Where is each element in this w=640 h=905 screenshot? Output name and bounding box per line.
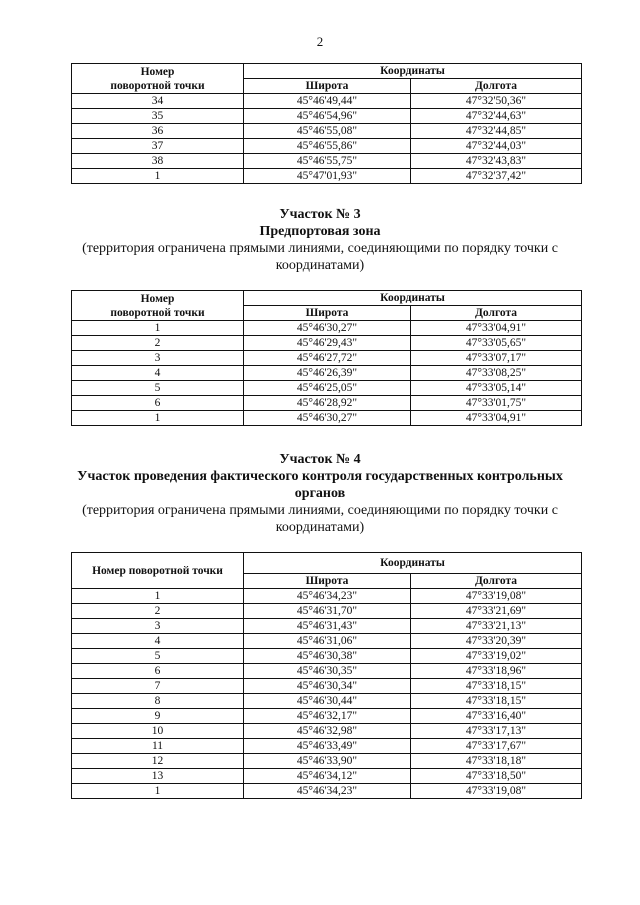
point-number-cell: 1 — [72, 411, 244, 426]
latitude-cell: 45°46'34,12" — [244, 769, 411, 784]
table-row — [72, 784, 582, 799]
section-4-desc-line2: координатами) — [275, 520, 365, 535]
point-number-cell: 5 — [72, 649, 244, 664]
latitude-cell: 45°46'55,08" — [244, 124, 411, 139]
longitude-cell: 47°33'18,18" — [411, 754, 582, 769]
longitude-cell: 47°33'19,08" — [411, 589, 582, 604]
point-number-cell: 9 — [72, 709, 244, 724]
table-row — [72, 124, 582, 139]
longitude-cell: 47°33'18,96" — [411, 664, 582, 679]
coords-table-1 — [71, 63, 582, 184]
point-number-cell: 8 — [72, 694, 244, 709]
table-row — [72, 94, 582, 109]
coords-table-2 — [71, 290, 582, 426]
longitude-cell: 47°32'50,36" — [411, 94, 582, 109]
longitude-cell: 47°33'21,13" — [411, 619, 582, 634]
lon-header: Долгота — [411, 79, 582, 94]
coords-table-2-body — [72, 321, 582, 426]
point-header-line1: Номер — [140, 292, 175, 305]
section-4-subtitle-line2: органов — [294, 486, 346, 501]
point-number-cell: 36 — [72, 124, 244, 139]
table-row — [72, 694, 582, 709]
point-header — [72, 291, 244, 321]
longitude-cell: 47°32'37,42" — [411, 169, 582, 184]
table-row — [72, 351, 582, 366]
point-number-cell: 2 — [72, 604, 244, 619]
longitude-cell: 47°33'04,91" — [411, 321, 582, 336]
latitude-cell: 45°46'30,38" — [244, 649, 411, 664]
point-number-cell: 2 — [72, 336, 244, 351]
latitude-cell: 45°46'49,44" — [244, 94, 411, 109]
table-row — [72, 649, 582, 664]
latitude-cell: 45°46'31,06" — [244, 634, 411, 649]
point-number-cell: 10 — [72, 724, 244, 739]
table-row — [72, 739, 582, 754]
latitude-cell: 45°46'32,98" — [244, 724, 411, 739]
point-header — [72, 64, 244, 94]
latitude-cell: 45°46'33,90" — [244, 754, 411, 769]
point-number-cell: 6 — [72, 396, 244, 411]
longitude-cell: 47°33'17,67" — [411, 739, 582, 754]
longitude-cell: 47°33'18,50" — [411, 769, 582, 784]
point-number-cell: 4 — [72, 366, 244, 381]
longitude-cell: 47°32'44,63" — [411, 109, 582, 124]
latitude-cell: 45°46'32,17" — [244, 709, 411, 724]
point-number-cell: 4 — [72, 634, 244, 649]
section-3-title: Участок № 3 — [279, 207, 361, 222]
point-header-line2: поворотной точки — [110, 306, 205, 319]
table-row — [72, 634, 582, 649]
point-number-cell: 5 — [72, 381, 244, 396]
coords-table-3 — [71, 552, 582, 799]
point-number-cell: 3 — [72, 351, 244, 366]
table-row — [72, 589, 582, 604]
latitude-cell: 45°46'30,27" — [244, 321, 411, 336]
table-row — [72, 604, 582, 619]
latitude-cell: 45°46'29,43" — [244, 336, 411, 351]
table-row — [72, 169, 582, 184]
table-row — [72, 619, 582, 634]
point-number-cell: 13 — [72, 769, 244, 784]
longitude-cell: 47°33'04,91" — [411, 411, 582, 426]
latitude-cell: 45°46'30,44" — [244, 694, 411, 709]
section-3-desc-line2: координатами) — [275, 258, 365, 273]
point-number-cell: 7 — [72, 679, 244, 694]
lat-header: Широта — [244, 574, 411, 589]
longitude-cell: 47°32'44,85" — [411, 124, 582, 139]
latitude-cell: 45°46'34,23" — [244, 589, 411, 604]
coords-table-3-body — [72, 589, 582, 799]
table-row — [72, 709, 582, 724]
lon-header: Долгота — [411, 306, 582, 321]
point-number-cell: 3 — [72, 619, 244, 634]
section-4-subtitle-line1: Участок проведения фактического контроля государственных контрольных — [77, 469, 563, 484]
lat-header: Широта — [244, 306, 411, 321]
table-row — [72, 769, 582, 784]
coords-header: Координаты — [244, 553, 582, 574]
section-3-subtitle: Предпортовая зона — [259, 224, 381, 239]
point-number-cell: 6 — [72, 664, 244, 679]
lon-header: Долгота — [411, 574, 582, 589]
table-row — [72, 154, 582, 169]
coords-header: Координаты — [244, 291, 582, 306]
latitude-cell: 45°46'34,23" — [244, 784, 411, 799]
longitude-cell: 47°33'16,40" — [411, 709, 582, 724]
latitude-cell: 45°46'31,70" — [244, 604, 411, 619]
point-number-cell: 1 — [72, 784, 244, 799]
latitude-cell: 45°46'27,72" — [244, 351, 411, 366]
longitude-cell: 47°33'19,02" — [411, 649, 582, 664]
latitude-cell: 45°46'26,39" — [244, 366, 411, 381]
point-number-cell: 38 — [72, 154, 244, 169]
longitude-cell: 47°33'18,15" — [411, 694, 582, 709]
longitude-cell: 47°32'44,03" — [411, 139, 582, 154]
latitude-cell: 45°46'30,35" — [244, 664, 411, 679]
longitude-cell: 47°33'08,25" — [411, 366, 582, 381]
point-header-line1: Номер — [140, 65, 175, 78]
coords-table-1-body — [72, 94, 582, 184]
latitude-cell: 45°46'25,05" — [244, 381, 411, 396]
table-row — [72, 396, 582, 411]
longitude-cell: 47°33'18,15" — [411, 679, 582, 694]
longitude-cell: 47°33'05,65" — [411, 336, 582, 351]
table-row — [72, 321, 582, 336]
table-row — [72, 679, 582, 694]
longitude-cell: 47°33'19,08" — [411, 784, 582, 799]
longitude-cell: 47°33'20,39" — [411, 634, 582, 649]
table-row — [72, 411, 582, 426]
point-number-cell: 34 — [72, 94, 244, 109]
latitude-cell: 45°46'30,27" — [244, 411, 411, 426]
point-number-cell: 37 — [72, 139, 244, 154]
point-number-cell: 1 — [72, 169, 244, 184]
latitude-cell: 45°46'30,34" — [244, 679, 411, 694]
longitude-cell: 47°33'07,17" — [411, 351, 582, 366]
longitude-cell: 47°33'17,13" — [411, 724, 582, 739]
table-row — [72, 664, 582, 679]
point-number-cell: 35 — [72, 109, 244, 124]
table-row — [72, 109, 582, 124]
section-3-heading — [55, 206, 585, 274]
point-number-cell: 12 — [72, 754, 244, 769]
latitude-cell: 45°46'28,92" — [244, 396, 411, 411]
lat-header: Широта — [244, 79, 411, 94]
table-row — [72, 139, 582, 154]
section-3-desc-line1: (территория ограничена прямыми линиями, соединяющими по порядку точки с — [82, 241, 558, 256]
latitude-cell: 45°46'55,86" — [244, 139, 411, 154]
longitude-cell: 47°33'05,14" — [411, 381, 582, 396]
section-4-desc-line1: (территория ограничена прямыми линиями, соединяющими по порядку точки с — [82, 503, 558, 518]
latitude-cell: 45°46'55,75" — [244, 154, 411, 169]
table-row — [72, 754, 582, 769]
longitude-cell: 47°33'01,75" — [411, 396, 582, 411]
coords-header: Координаты — [244, 64, 582, 79]
longitude-cell: 47°32'43,83" — [411, 154, 582, 169]
latitude-cell: 45°46'31,43" — [244, 619, 411, 634]
point-header: Номер поворотной точки — [72, 553, 244, 589]
latitude-cell: 45°46'54,96" — [244, 109, 411, 124]
point-number-cell: 11 — [72, 739, 244, 754]
table-row — [72, 336, 582, 351]
latitude-cell: 45°46'33,49" — [244, 739, 411, 754]
point-number-cell: 1 — [72, 321, 244, 336]
section-4-title: Участок № 4 — [279, 452, 361, 467]
longitude-cell: 47°33'21,69" — [411, 604, 582, 619]
latitude-cell: 45°47'01,93" — [244, 169, 411, 184]
table-row — [72, 381, 582, 396]
section-4-heading — [55, 451, 585, 536]
point-number-cell: 1 — [72, 589, 244, 604]
table-row — [72, 366, 582, 381]
table-row — [72, 724, 582, 739]
point-header-line2: поворотной точки — [110, 79, 205, 92]
page-number: 2 — [316, 34, 324, 49]
